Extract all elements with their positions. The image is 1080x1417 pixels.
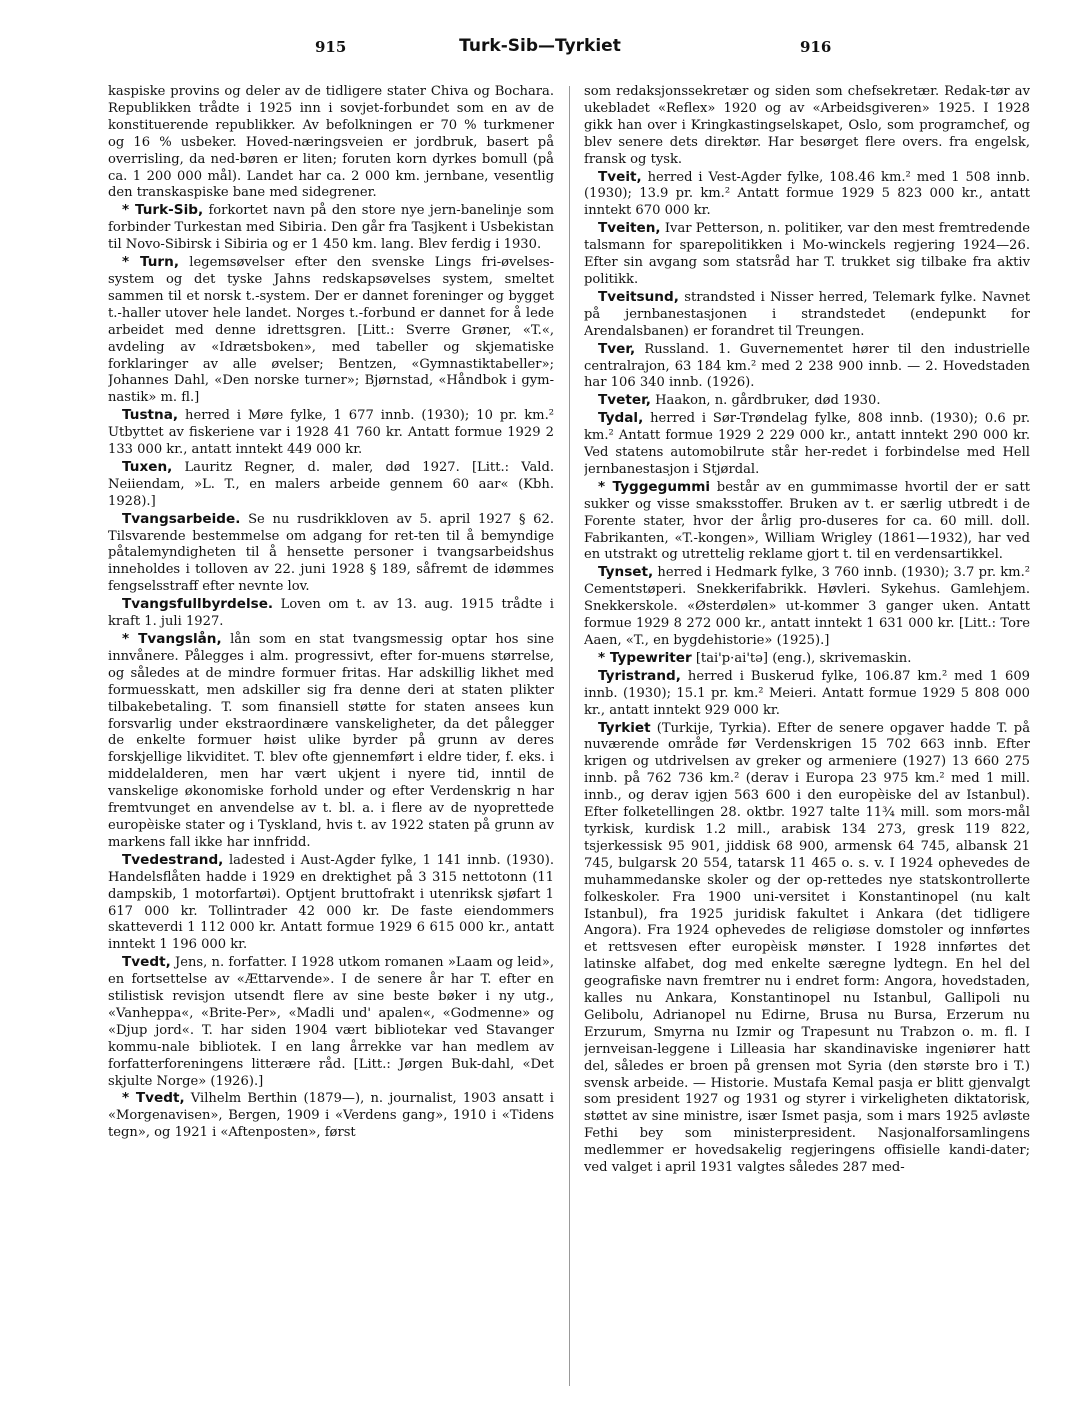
left-page-number: 915 [315,38,347,56]
entry-text: [tai'p·ai'tə] (eng.), skrivemaskin. [691,650,912,666]
dictionary-entry [584,650,1030,668]
dictionary-entry [108,511,554,597]
entry-headword: * Turn, [122,254,179,271]
entry-text: herred i Møre fylke, 1 677 innb. (1930); 10 pr. km.² Utbyttet av fiskeriene var i 1928 41 760 kr. Antatt formue 1929 2 133 000 kr., antatt inntekt 449 000 kr. [108,408,554,458]
entry-headword: Tvangsarbeide. [122,510,241,527]
dictionary-entry [584,220,1030,289]
dictionary-entry [108,631,554,852]
entry-headword: Tyristrand, [598,667,681,684]
dictionary-entry [108,407,554,459]
dictionary-entry [584,84,1030,169]
dictionary-entry [584,479,1030,565]
dictionary-entry [108,202,554,254]
entry-text: Russland. 1. Guvernementet hører til den industrielle centralrajon, 63 184 km.² med 2 238 900 innb. — 2. Hovedstaden har 106 340 innb. (1926). [584,341,1030,391]
entry-text: Jens, n. forfatter. I 1928 utkom romanen »Laam og leid», en fortsettelse av «Ættarvende». I de senere år har T. efter en stilistisk revisjon utsendt flere av sine beste bøker i ny utg., «Vanheppa«, «Brite-Per», «Madli und' apalen«, «Godmenne» og «Djup jord«. T. har siden 1904 vært bibliotekar ved Stavanger kommu-nale bibliotek. I en lang årrekke var han medlem av forfatterforeningens litterære råd. [Litt.: Jørgen Buk-dahl, «Det skjulte Norge» (1926).] [108,955,554,1089]
entry-text: herred i Vest-Agder fylke, 108.46 km.² med 1 508 innb. (1930); 13.9 pr. km.² Antatt formue 1929 5 823 000 kr., antatt inntekt 670 000 kr. [584,169,1030,219]
entry-text: legemsøvelser efter den svenske Lings fri-øvelses-system og det tyske Jahns redskapsøvelses system, smeltet sammen til et norsk t.-system. Der er dannet foreninger og bygget t.-haller utover hele landet. Norges t.-forbund er dannet for å lede arbeidet med denne idrettsgren. [Litt.: Sverre Grøner, «T.«, avdeling av «Idrætsboken», med tabeller og skjematiske forklaringer av alle øvelser; Bentzen, «Gymnastiktabeller»; Johannes Dahl, «Den norske turner»; Bjørnstad, «Håndbok i gym-nastik» m. fl.] [108,255,554,406]
running-head: Turk-Sib—Tyrkiet [459,36,621,56]
entry-text: Haakon, n. gårdbruker, død 1930. [650,393,881,409]
entry-text: strandsted i Nisser herred, Telemark fylke. Navnet på jernbanestasjonen i strandstedet (endepunkt for Arendalsbanen) er forandret til Treungen. [584,289,1030,339]
dictionary-entry [108,954,554,1090]
dictionary-entry [108,84,554,202]
entry-headword: Tyrkiet [598,719,651,736]
entry-text: Lauritz Regner, d. maler, død 1927. [Litt.: Vald. Neiiendam, »L. T., en malers arbeide gennem 60 aar« (Kbh. 1928).] [108,459,554,509]
entry-text: Vilhelm Berthin (1879—), n. journalist, 1903 ansatt i «Morgenavisen», Bergen, 1909 i «Verdens gang», 1910 i «Tidens tegn», og 1921 i «Aftenposten», først [108,1091,554,1141]
left-column [108,84,554,1394]
entry-text: består av en gummimasse hvortil der er satt sukker og visse smaksstoffer. Bruken av t. er særlig utbredt i de Forente stater, hvor der årlig pro-duseres for ca. 60 mill. doll. Fabrikanten, «T.-kongen», William Wrigley (1861—1932), har ved en utstrakt og utrettelig reklame gjort t. til en verdensartikkel. [584,479,1030,563]
dictionary-entry [584,720,1030,1177]
entry-headword: Tuxen, [122,458,173,475]
right-page-number: 916 [800,38,832,56]
entry-text: som redaksjonssekretær og siden som chefsekretær. Redak-tør av ukebladet «Reflex» 1920 og av «Arbeidsgiveren» 1925. I 1928 gikk han over i Kringkastingselskapet, Oslo, som programchef, og blev senere dets direktør. Har besørget flere overs. fra engelsk, fransk og tysk. [584,84,1030,167]
entry-text: ladested i Aust-Agder fylke, 1 141 innb. (1930). Handelsflåten hadde i 1929 en drektighet på 3 315 nettotonn (11 dampskib, 1 motorfartøi). Optjent bruttofrakt i utenriksk sjøfart 1 617 000 kr. Tollintrader 42 000 kr. De faste eiendommers skatteverdi 1 112 000 kr. Antatt formue 1929 6 615 000 kr., antatt inntekt 1 196 000 kr. [108,852,554,953]
entry-text: herred i Buskerud fylke, 106.87 km.² med 1 609 innb. (1930); 15.1 pr. km.² Meieri. Antatt formue 1929 5 808 000 kr., antatt inntekt 929 000 kr. [584,668,1030,718]
entry-headword: Tustna, [122,407,179,424]
entry-headword: * Tvangslån, [122,631,222,647]
dictionary-entry [108,596,554,631]
entry-headword: * Typewriter [598,649,692,666]
entry-text: forkortet navn på den store nye jern-banelinje som forbinder Turkestan med Sibiria. Den går fra Tasjkent i Usbekistan til Novo-Sibirsk i Sibiria og er 1 450 km. lang. Blev ferdig i 1930. [108,203,554,253]
entry-headword: Tvedt, [122,954,171,971]
dictionary-entry [108,852,554,954]
entry-headword: Tver, [598,340,636,357]
column-divider [569,86,570,1386]
entry-text: kaspiske provins og deler av de tidligere stater Chiva og Bochara. Republikken trådte i 1925 inn i sovjet-forbundet som en av de konstituerende republikker. Av befolkningen er 70 % turkmener og 16 % usbeker. Hoved-næringsveien er jordbruk, basert på overrisling, da ned-børen er liten; foruten korn dyrkes bomull (på ca. 1 200 000 mål). Landet har ca. 2 000 km. jernbane, vesentlig den transkaspiske bane med sidegrener. [108,84,554,201]
dictionary-entry [584,289,1030,341]
entry-headword: * Tyggegummi [598,478,711,495]
dictionary-entry [108,254,554,407]
dictionary-entry [584,668,1030,720]
entry-text: Se nu rusdrikkloven av 5. april 1927 § 62. Tilsvarende bestemmelse om adgang for ret-ten til å bemyndige påtalemyndigheten til å hensette personer i tvangsarbeidshus inneholdes i tolloven av 22. juni 1928 § 189, såfremt de idømmes fengselsstraff efter nevnte lov. [108,511,554,595]
dictionary-entry [584,564,1030,650]
entry-headword: Tveit, [598,168,642,185]
entry-text: lån som en stat tvangsmessig optar hos sine innvånere. Pålegges i alm. progressivt, efter for-muens størrelse, og således at de mindre formuer fritas. Har adskillig likhet med formuesskatt, men adskiller sig fra denne deri at staten plikter tilbakebetaling. T. som finansiell støtte for staten ansees kun forsvarlig under ekstraordinære vanskeligheter, da det pålegger de enkelte formuer høist ulike byrder på grunn av deres forskjellige likviditet. T. blev ofte gjennemført i eldre tider, f. eks. i middelalderen, men har vært ukjent i nyere tid, inntil de vanskelige økonomiske forhold under og efter Verdenskrig n har fremtvunget en anvendelse av t. bl. a. i flere av de nyoprettede europèiske stater og i Tyskland, hvis t. av 1922 staten på grunn av markens fall ikke har innfridd. [108,632,554,850]
entry-text: Ivar Petterson, n. politiker, var den mest fremtredende talsmann for sparepolitikken i Mo-winckels regjering 1924—26. Efter sin avgang som statsråd har T. trukket sig tilbake fra aktiv politikk. [584,221,1030,287]
dictionary-entry [108,1090,554,1142]
entry-text: herred i Sør-Trøndelag fylke, 808 innb. (1930); 0.6 pr. km.² Antatt formue 1929 2 229 000 kr., antatt inntekt 290 000 kr. Ved statens automobilrute står her-redet i forbindelse med Hell jernbanestasjon i Stjørdal. [584,411,1030,477]
entry-headword: Tynset, [598,564,654,581]
entry-headword: Tveiten, [598,220,661,237]
right-column [584,84,1030,1394]
entry-text: herred i Hedmark fylke, 3 760 innb. (1930); 3.7 pr. km.² Cementstøperi. Snekkerifabrikk. Høvleri. Sykehus. Gamlehjem. Snekkerskole. «Østerdølen» ut-kommer 3 ganger uken. Antatt formue 1929 8 272 000 kr., antatt inntekt 1 631 000 kr. [Litt.: Tore Aaen, «T., en bygdehistorie» (1925).] [584,565,1030,648]
entry-headword: * Tvedt, [122,1090,185,1107]
dictionary-entry [584,410,1030,479]
entry-headword: Tydal, [598,410,644,427]
dictionary-entry [584,169,1030,221]
page-header [0,38,1080,68]
dictionary-entry [584,392,1030,410]
entry-headword: * Turk-Sib, [122,202,204,219]
entry-text: Loven om t. av 13. aug. 1915 trådte i kraft 1. juli 1927. [108,597,554,630]
dictionary-entry [108,459,554,511]
entry-text: (Turkije, Tyrkia). Efter de senere opgaver hadde T. på nuværende område før Verdenskrigen 15 702 663 innb. Efter krigen og utdrivelsen av greker og armeniere (1927) 13 660 275 innb. på 762 736 km.² (derav i Europa 23 975 km.² med 1 mill. innb., og derav igjen 563 600 i den europèiske del av Istanbul). Efter folketellingen 28. oktbr. 1927 talte 11¾ mill. som mors-mål tyrkisk, kurdisk 1.2 mill., arabisk 134 273, gresk 119 822, tsjerkessisk 95 901, jiddisk 68 900, armensk 64 745, albansk 21 745, bulgarsk 20 554, tatarsk 11 465 o. s. v. I 1924 ophevedes de muhammedanske skoler og der op-rettedes nye statskontrollerte folkeskoler. Fra 1900 uni-versitet i Konstantinopel (nu kalt Istanbul), fra 1925 juridisk fakultet i Ankara (det tidligere Angora). Fra 1924 ophevedes de religiøse domstoler og innførtes et rettsvesen efter europèisk mønster. I 1928 innførtes det latinske alfabet, dog med enkelte særegne lydtegn. En hel del geografiske navn fremtrer nu i endret form: Angora, hovedstaden, kalles nu Ankara, Konstantinopel nu Istanbul, Gallipoli nu Gelibolu, Adrianopel nu Edirne, Brusa nu Bursa, Erzerum nu Erzurum, Smyrna nu Izmir og Trapesunt nu Trabzon o. m. fl. I jernveisan-leggene i Lilleasia har skandinaviske ingeniører hatt del, således er broen på grensen mot Syria (den største bro i T.) svensk arbeide. — Historie. Mustafa Kemal pasja er blitt gjenvalgt som president 1927 og 1931 og styrer i virkeligheten diktatorisk, støttet av sine ministre, især Ismet pasja, som i mars 1925 avløste Fethi bey som ministerpresident. Nasjonalforsamlingens medlemmer er hovedsakelig regjeringens offisielle kandi-dater; ved valget i april 1931 valgtes således 287 med- [584,720,1030,1176]
entry-headword: Tveter, [598,392,651,409]
entry-headword: Tvedestrand, [122,851,224,868]
entry-headword: Tvangsfullbyrdelse. [122,596,274,613]
dictionary-entry [584,341,1030,393]
entry-headword: Tveitsund, [598,288,679,305]
